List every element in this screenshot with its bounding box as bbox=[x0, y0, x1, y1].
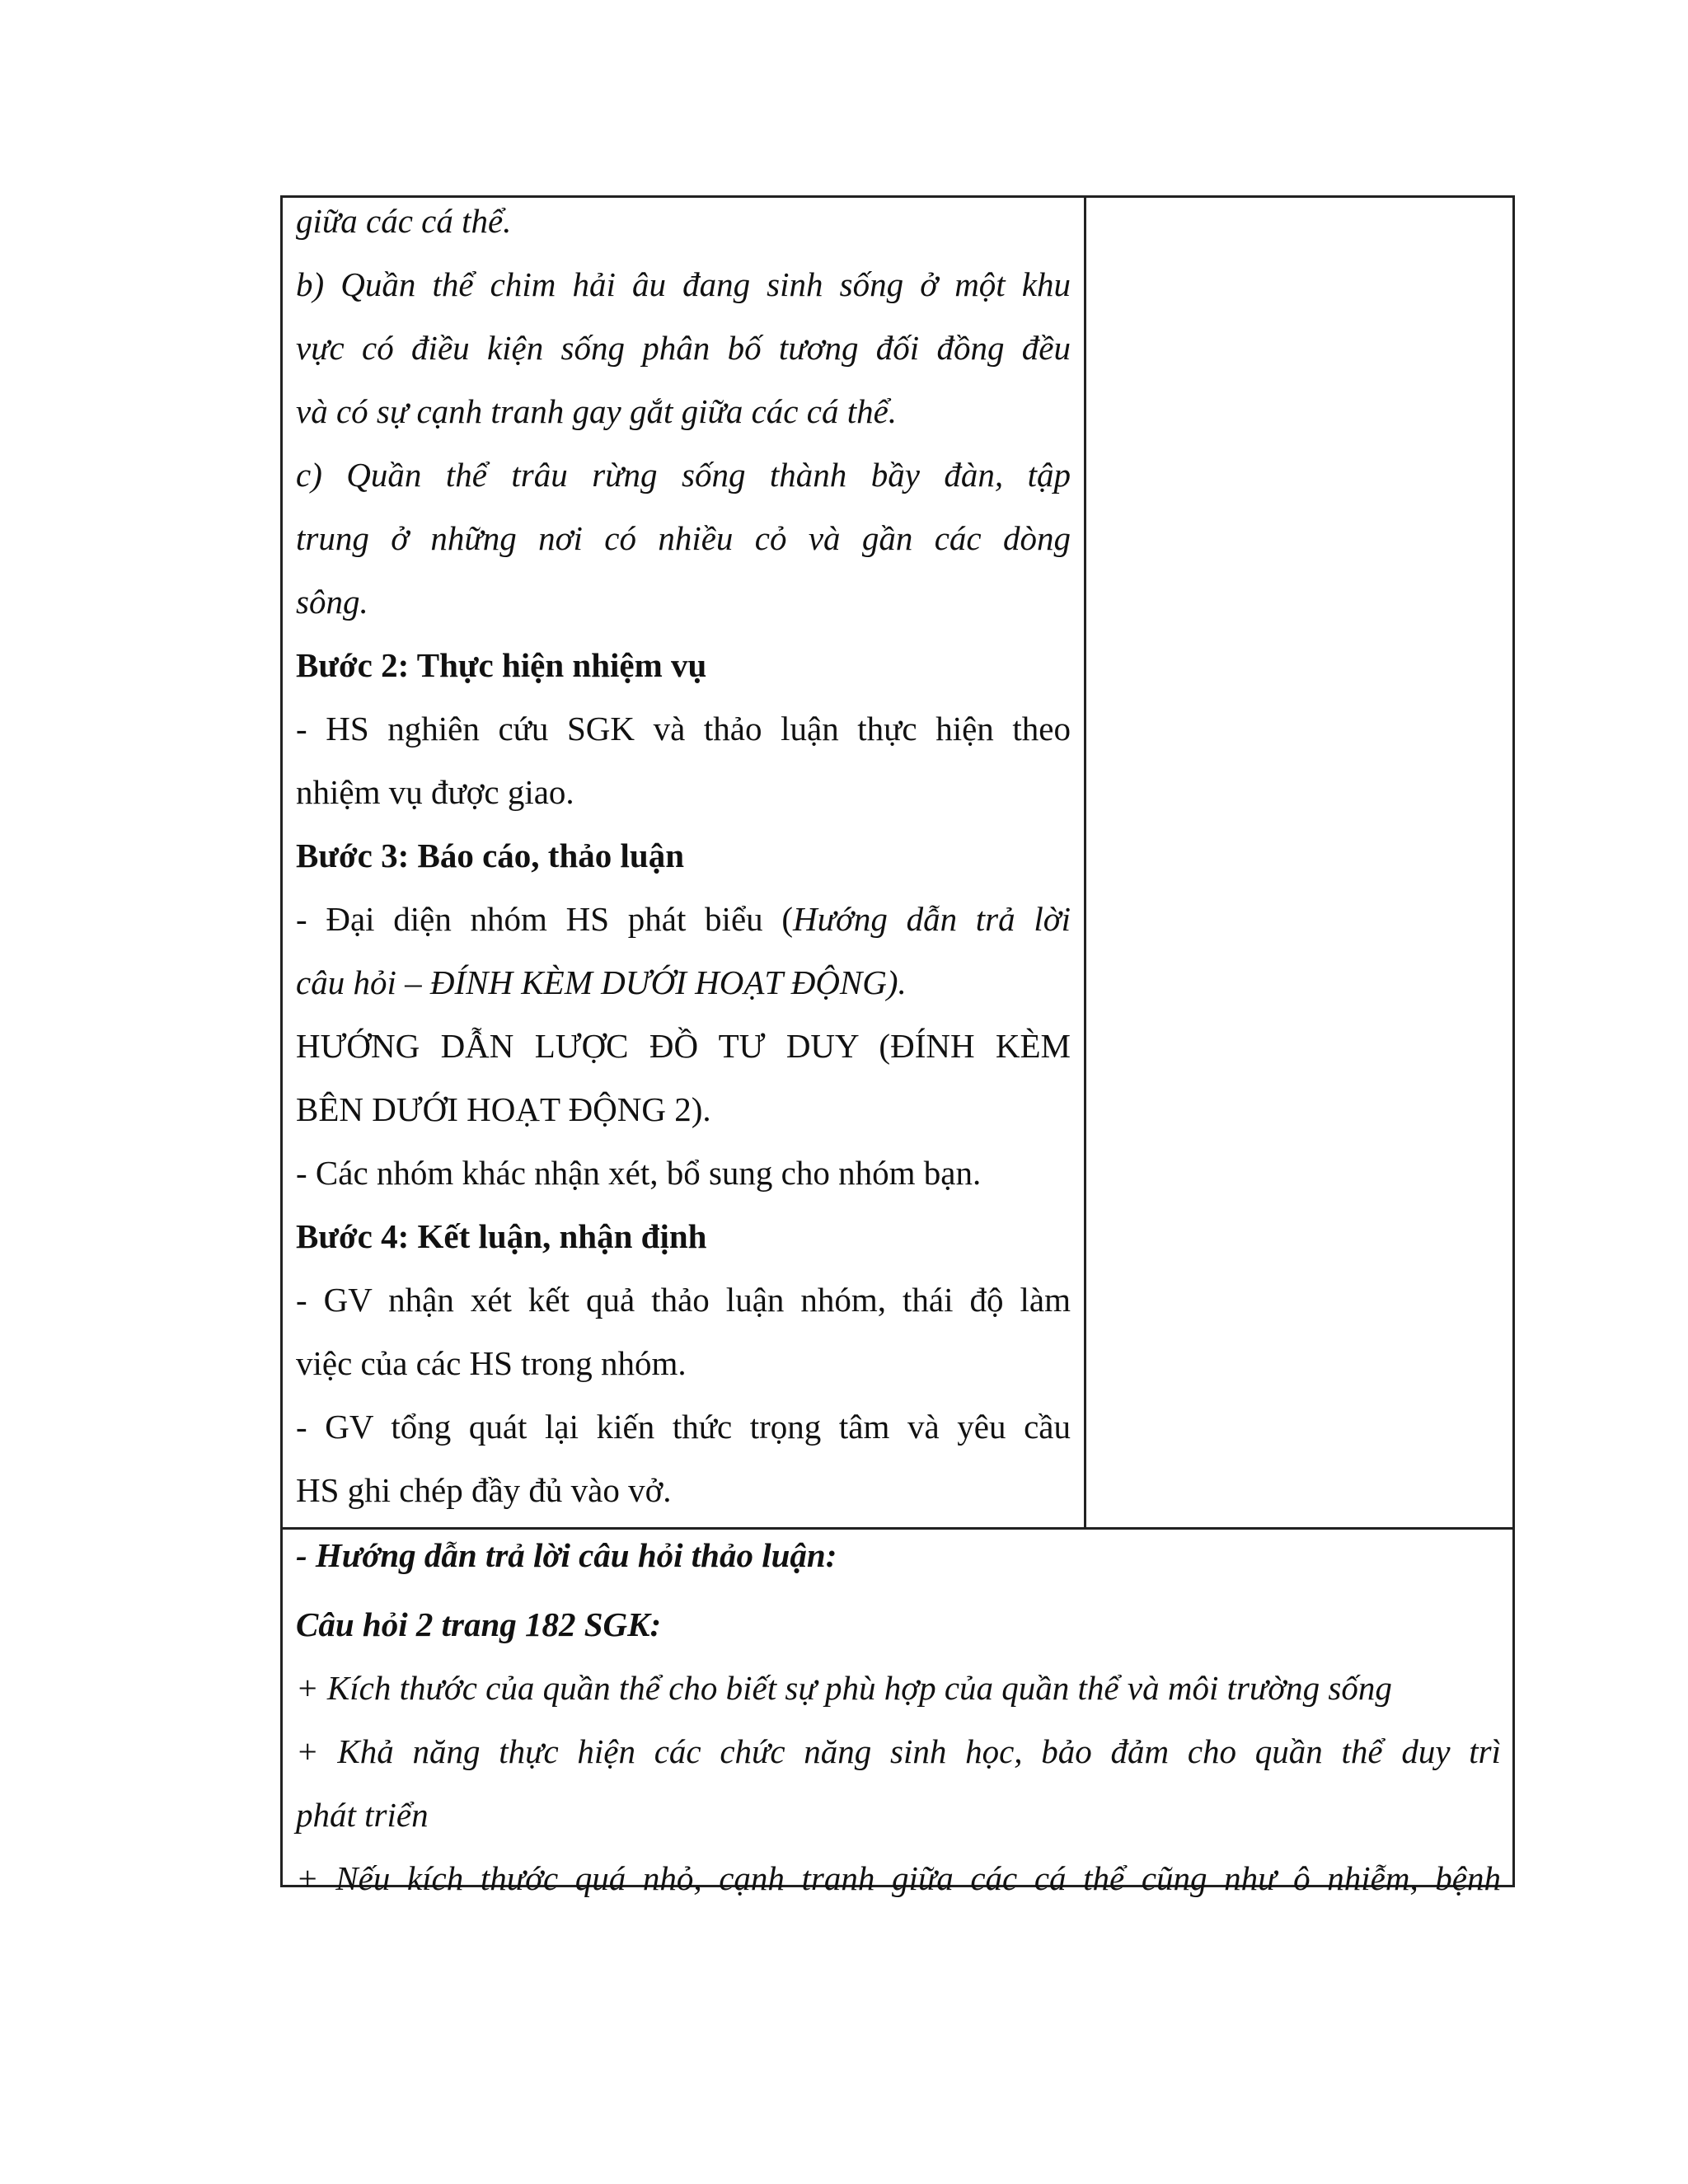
text-line: việc của các HS trong nhóm. bbox=[296, 1344, 687, 1382]
step-4-heading: Bước 4: Kết luận, nhận định bbox=[296, 1217, 707, 1255]
text-line: HS ghi chép đầy đủ vào vở. bbox=[296, 1471, 672, 1509]
text-line: vực có điều kiện sống phân bố tương đối đồng đều bbox=[296, 329, 1071, 367]
text-line: - GV tổng quát lại kiến thức trọng tâm và yêu cầu bbox=[296, 1408, 1071, 1446]
lesson-table bbox=[280, 195, 1515, 1897]
answer-cell bbox=[296, 1530, 1501, 1910]
column-divider bbox=[1084, 198, 1086, 1527]
text-span-italic: Hướng dẫn trả lời bbox=[793, 900, 1071, 938]
text-line: câu hỏi – ĐÍNH KÈM DƯỚI HOẠT ĐỘNG). bbox=[296, 963, 907, 1001]
text-line: và có sự cạnh tranh gay gắt giữa các cá thể. bbox=[296, 392, 898, 430]
text-line: BÊN DƯỚI HOẠT ĐỘNG 2). bbox=[296, 1090, 711, 1128]
text-line bbox=[296, 888, 1071, 951]
answer-line: phát triển bbox=[296, 1796, 429, 1834]
text-line: giữa các cá thể. bbox=[296, 202, 512, 240]
activity-cell bbox=[296, 198, 1071, 1522]
text-line: - GV nhận xét kết quả thảo luận nhóm, thái độ làm bbox=[296, 1281, 1071, 1319]
text-line: - HS nghiên cứu SGK và thảo luận thực hiện theo bbox=[296, 710, 1071, 748]
text-span: - Đại diện nhóm HS phát biểu ( bbox=[296, 900, 794, 938]
table-row-activity bbox=[283, 198, 1512, 1530]
step-3-heading: Bước 3: Báo cáo, thảo luận bbox=[296, 837, 684, 874]
step-2-heading: Bước 2: Thực hiện nhiệm vụ bbox=[296, 646, 707, 684]
empty-cell bbox=[1099, 198, 1503, 1527]
table-row-answers bbox=[283, 1530, 1512, 1897]
question-heading: Câu hỏi 2 trang 182 SGK: bbox=[296, 1605, 662, 1643]
text-line: - Các nhóm khác nhận xét, bổ sung cho nhóm bạn. bbox=[296, 1154, 982, 1192]
text-line: HƯỚNG DẪN LƯỢC ĐỒ TƯ DUY (ĐÍNH KÈM bbox=[296, 1027, 1071, 1065]
answer-line: + Kích thước của quần thể cho biết sự phù hợp của quần thể và môi trường sống bbox=[296, 1669, 1392, 1707]
text-line: sông. bbox=[296, 583, 368, 621]
text-line: trung ở những nơi có nhiều cỏ và gần các dòng bbox=[296, 519, 1071, 557]
text-line: c) Quần thể trâu rừng sống thành bầy đàn, tập bbox=[296, 456, 1071, 494]
text-line: b) Quần thể chim hải âu đang sinh sống ở một khu bbox=[296, 265, 1071, 303]
text-line: nhiệm vụ được giao. bbox=[296, 773, 574, 811]
answer-line: + Khả năng thực hiện các chức năng sinh học, bảo đảm cho quần thể duy trì bbox=[296, 1732, 1501, 1770]
answer-heading: - Hướng dẫn trả lời câu hỏi thảo luận: bbox=[296, 1536, 837, 1574]
answer-line: + Nếu kích thước quá nhỏ, cạnh tranh giữa các cá thể cũng như ô nhiễm, bệnh bbox=[296, 1859, 1501, 1897]
